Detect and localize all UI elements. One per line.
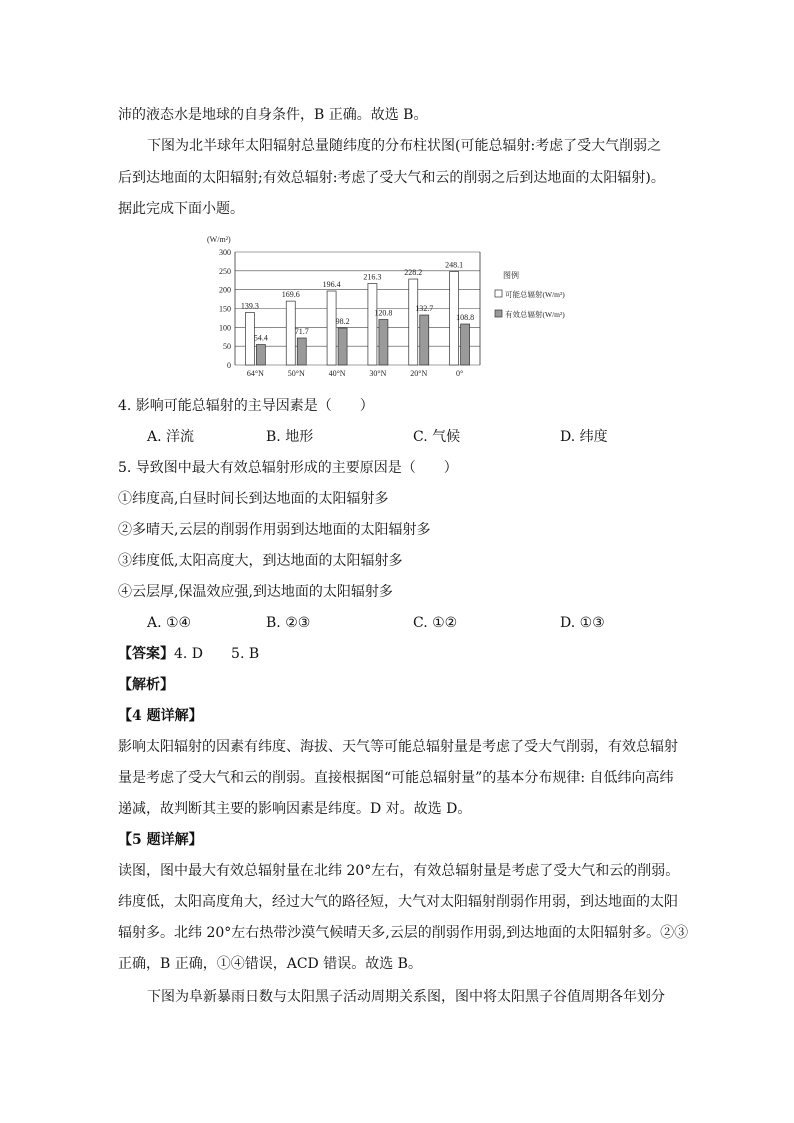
- bar-effective-radiation: [420, 315, 429, 365]
- x-tick-label: 64°N: [246, 369, 264, 378]
- legend-title: 图例: [503, 271, 519, 280]
- y-tick-label: 150: [219, 304, 231, 314]
- text-line: 后到达地面的太阳辐射;有效总辐射:考虑了受大气和云的削弱之后到达地面的太阳辐射)。: [118, 170, 665, 186]
- y-tick-label: 0: [227, 361, 231, 370]
- legend-label: 有效总辐射(W/m²): [505, 310, 565, 319]
- text-line: 下图为北半球年太阳辐射总量随纬度的分布柱状图(可能总辐射:考虑了受大气削弱之: [147, 138, 662, 154]
- q5-item-3: ③纬度低,太阳高度大，到达地面的太阳辐射多: [118, 553, 403, 569]
- answer-label: 【答案】: [118, 646, 174, 662]
- bar-value-label: 132.7: [415, 304, 434, 314]
- bar-possible-radiation: [368, 284, 377, 365]
- q5-item-1: ①纬度高,白昼时间长到达地面的太阳辐射多: [118, 491, 389, 507]
- y-tick-label: 200: [219, 285, 231, 295]
- bar-effective-radiation: [297, 338, 306, 365]
- bar-effective-radiation: [461, 324, 470, 365]
- question-5-stem: 5. 导致图中最大有效总辐射形成的主要原因是（ ）: [118, 460, 458, 476]
- detail-4-line: 递减，故判断其主要的影响因素是纬度。D 对。故选 D。: [118, 801, 472, 817]
- text-line: 据此完成下面小题。: [118, 201, 244, 217]
- q5-option-a: A. ①④: [147, 615, 192, 631]
- q4-option-a: A. 洋流: [147, 429, 195, 445]
- detail-5-line: 辐射多。北纬 20°左右热带沙漠气候晴天多,云层的削弱作用弱,到达地面的太阳辐射多。②③: [118, 925, 689, 941]
- answer-text: 4. D 5. B: [174, 646, 260, 662]
- bar-effective-radiation: [338, 328, 347, 365]
- detail-5-line: 读图，图中最大有效总辐射量在北纬 20°左右，有效总辐射量是考虑了受大气和云的削弱。: [118, 863, 680, 879]
- q4-option-b: B. 地形: [266, 429, 314, 445]
- answer-line: [118, 644, 259, 664]
- bar-value-label: 196.4: [322, 280, 341, 290]
- x-tick-label: 50°N: [287, 369, 305, 378]
- bar-effective-radiation: [256, 345, 265, 365]
- bar-value-label: 71.7: [294, 326, 309, 336]
- y-tick-label: 100: [219, 323, 231, 333]
- q5-item-4: ④云层厚,保温效应强,到达地面的太阳辐射多: [118, 584, 393, 600]
- legend-swatch-possible: [495, 290, 502, 297]
- y-tick-label: 250: [219, 266, 231, 276]
- y-tick-label: 50: [223, 342, 231, 352]
- legend-label: 可能总辐射(W/m²): [505, 290, 565, 299]
- bar-effective-radiation: [379, 319, 388, 365]
- x-tick-label: 30°N: [369, 369, 387, 378]
- q5-item-2: ②多晴天,云层的削弱作用弱到达地面的太阳辐射多: [118, 522, 431, 538]
- bar-possible-radiation: [327, 291, 336, 365]
- detail-5-line: 纬度低，太阳高度角大，经过大气的路径短，大气对太阳辐射削弱作用弱，到达地面的太阳: [118, 894, 678, 910]
- bar-possible-radiation: [409, 279, 418, 365]
- x-tick-label: 0°: [455, 369, 464, 378]
- legend-swatch-effective: [495, 310, 502, 317]
- detail-4-line: 量是考虑了受大气和云的削弱。直接根据图“可能总辐射量”的基本分布规律: 自低纬向高纬: [118, 770, 674, 786]
- x-tick-label: 40°N: [328, 369, 346, 378]
- bar-value-label: 139.3: [240, 301, 259, 311]
- y-tick-label: 300: [219, 248, 231, 257]
- text-line: 下图为阜新暴雨日数与太阳黑子活动周期关系图，图中将太阳黑子谷值周期各年划分: [147, 989, 665, 1005]
- bar-value-label: 120.8: [374, 308, 393, 318]
- question-4-stem: 4. 影响可能总辐射的主导因素是（ ）: [118, 398, 374, 414]
- x-tick-label: 20°N: [410, 369, 428, 378]
- detail-5-line: 正确，B 正确，①④错误，ACD 错误。故选 B。: [118, 956, 422, 972]
- radiation-bar-chart: [205, 230, 595, 380]
- bar-value-label: 54.4: [253, 333, 268, 343]
- q4-option-d: D. 纬度: [560, 429, 608, 445]
- q4-option-c: C. 气候: [413, 429, 461, 445]
- bar-value-label: 228.2: [404, 268, 423, 278]
- bar-value-label: 98.2: [335, 317, 350, 327]
- bar-value-label: 169.6: [281, 290, 300, 300]
- q5-option-d: D. ①③: [560, 615, 605, 631]
- detail-4-label: 【4 题详解】: [118, 708, 203, 724]
- bar-value-label: 248.1: [445, 260, 464, 270]
- bar-value-label: 216.3: [363, 272, 382, 282]
- detail-4-line: 影响太阳辐射的因素有纬度、海拔、天气等可能总辐射量是考虑了受大气削弱，有效总辐射: [118, 739, 678, 755]
- text-line: 沛的液态水是地球的自身条件，B 正确。故选 B。: [118, 107, 428, 123]
- y-axis-unit-label: (W/m²): [207, 235, 231, 244]
- analysis-label: 【解析】: [118, 677, 174, 693]
- detail-5-label: 【5 题详解】: [118, 832, 203, 848]
- q5-option-b: B. ②③: [266, 615, 311, 631]
- bar-value-label: 108.8: [456, 313, 475, 323]
- q5-option-c: C. ①②: [413, 615, 458, 631]
